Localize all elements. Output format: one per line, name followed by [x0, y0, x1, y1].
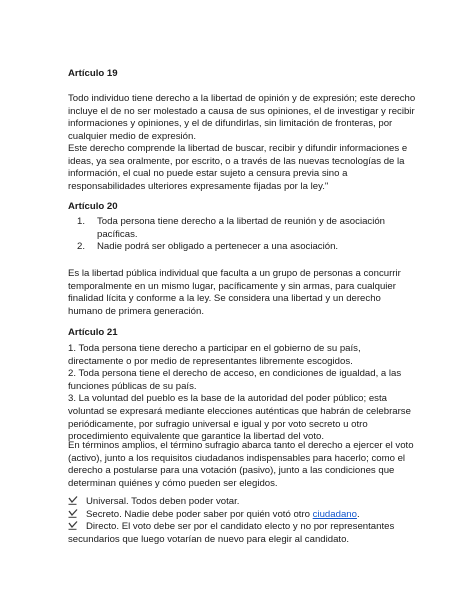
- article-20-list: [68, 216, 418, 254]
- bullet-text: Secreto. Nadie debe poder saber por quién votó otro: [86, 508, 313, 520]
- article-20-heading: Artículo 20: [68, 201, 118, 212]
- list-item: [68, 241, 418, 254]
- check-mark-icon: [68, 521, 78, 530]
- article-21-point-1: 1. Toda persona tiene derecho a participar en el gobierno de su país, directamente o por medio de representantes libremente escogidos.: [68, 343, 361, 367]
- list-text: Toda persona tiene derecho a la libertad de reunión y de asociación pacíficas.: [97, 216, 386, 240]
- sufragio-paragraph: En términos amplios, el término sufragio abarca tanto el derecho a ejercer el voto (activo), junto a los requisitos ciudadanos indispensables para hacerlo; como el derecho a postularse para una votación (pasivo), junto a las condiciones que determinan quiénes y cómo pueden ser elegidos.: [68, 440, 414, 489]
- check-mark-icon: [68, 496, 78, 505]
- article-20-paragraph: Es la libertad pública individual que faculta a un grupo de personas a concurrir temporalmente en un mismo lugar, pacíficamente y sin armas, para cualquier finalidad lícita y conforme a la ley. Se considera una libertad y un derecho humano de primera generación.: [68, 268, 401, 317]
- article-19-paragraph-1: Todo individuo tiene derecho a la libertad de opinión y de expresión; este derecho incluye el de no ser molestado a causa de sus opiniones, el de investigar y recibir informaciones y opiniones, y el de difundirlas, sin limitación de fronteras, por cualquier medio de expresión.: [68, 93, 416, 142]
- bullet-universal: [68, 496, 418, 509]
- article-21-heading: Artículo 21: [68, 327, 118, 338]
- article-19-paragraph-2: Este derecho comprende la libertad de buscar, recibir y difundir informaciones e ideas, ya sea oralmente, por escrito, o a través de las nuevas tecnologías de la información, el cual no puede estar sujeto a censura previa sino a responsabilidades ulteriores expresamente fijadas por la ley.": [68, 143, 408, 192]
- list-number: 2.: [77, 241, 86, 253]
- check-mark-icon: [68, 509, 78, 518]
- bullet-secreto: [68, 509, 418, 522]
- list-item: [68, 216, 418, 241]
- article-21-point-2: 2. Toda persona tiene el derecho de acceso, en condiciones de igualdad, a las funciones públicas de su país.: [68, 368, 402, 392]
- bullet-text: Universal. Todos deben poder votar.: [86, 496, 240, 507]
- article-21-point-3: 3. La voluntad del pueblo es la base de la autoridad del poder público; esta voluntad se expresará mediante elecciones auténticas que habrán de celebrarse periódicamente, por sufragio universal e igual y por voto secreto u otro procedimiento equivalente que garantice la libertad del voto.: [68, 393, 411, 443]
- bullet-text-end: .: [356, 508, 360, 520]
- article-21-points: [68, 343, 418, 444]
- sufragio-bullets: [68, 496, 418, 546]
- bullet-text: Directo. El voto debe ser por el candidato electo y no por representantes secundarios que luego votarían de nuevo para elegir al candidato.: [68, 521, 395, 545]
- list-number: 1.: [77, 216, 86, 227]
- bullet-directo: [68, 521, 418, 546]
- article-19-heading: Artículo 19: [68, 68, 118, 79]
- ciudadano-link[interactable]: ciudadano: [312, 508, 357, 520]
- list-text: Nadie podrá ser obligado a pertenecer a una asociación.: [97, 241, 339, 253]
